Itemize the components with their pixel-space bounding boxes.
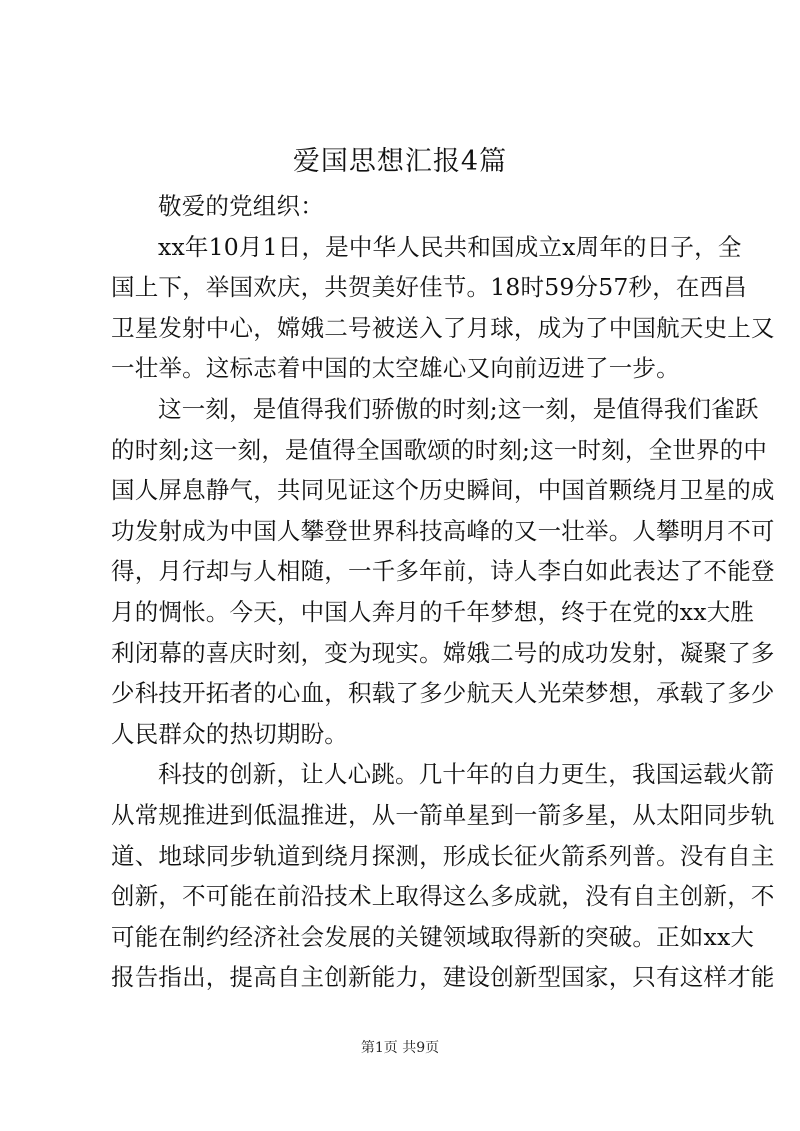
page-footer: 第1页 共9页 (360, 1040, 440, 1056)
paragraph-line: 功发射成为中国人攀登世界科技高峰的又一壮举。人攀明月不可 (111, 516, 775, 545)
paragraph-line: 利闭幕的喜庆时刻，变为现实。嫦娥二号的成功发射，凝聚了多 (111, 638, 775, 667)
paragraph-line: 这一刻，是值得我们骄傲的时刻;这一刻，是值得我们雀跃 (158, 394, 759, 423)
paragraph-line: 卫星发射中心，嫦娥二号被送入了月球，成为了中国航天史上又 (111, 313, 775, 342)
paragraph-line: 可能在制约经济社会发展的关键领域取得新的突破。正如xx大 (111, 922, 755, 951)
paragraph-line: 从常规推进到低温推进，从一箭单星到一箭多星，从太阳同步轨 (111, 800, 775, 829)
paragraph-line: 创新，不可能在前沿技术上取得这么多成就，没有自主创新，不 (111, 882, 775, 911)
salutation (111, 186, 696, 227)
paragraph-line: 国人屏息静气，共同见证这个历史瞬间，中国首颗绕月卫星的成 (111, 476, 775, 505)
paragraph-line: 人民群众的热切期盼。 (111, 719, 348, 748)
paragraph-line: xx年10月1日，是中华人民共和国成立x周年的日子，全 (158, 232, 742, 261)
paragraph-line: 少科技开拓者的心血，积载了多少航天人光荣梦想，承载了多少 (111, 679, 775, 708)
document-title: 爱国思想汇报4篇 (292, 146, 508, 177)
document-body (111, 186, 775, 998)
paragraph-1 (111, 227, 775, 389)
paragraph-line: 的时刻;这一刻，是值得全国歌颂的时刻;这一时刻，全世界的中 (111, 435, 768, 464)
paragraph-2 (111, 389, 775, 754)
paragraph-line: 得，月行却与人相随，一千多年前，诗人李白如此表达了不能登 (111, 557, 775, 586)
paragraph-line: 一壮举。这标志着中国的太空雄心又向前迈进了一步。 (111, 354, 680, 383)
paragraph-line: 科技的创新，让人心跳。几十年的自力更生，我国运载火箭 (158, 760, 775, 789)
paragraph-line: 国上下，举国欢庆，共贺美好佳节。18时59分57秒，在西昌 (111, 273, 748, 302)
paragraph-line: 道、地球同步轨道到绕月探测，形成长征火箭系列普。没有自主 (111, 841, 775, 870)
salutation-line: 敬爱的党组织： (158, 192, 324, 220)
paragraph-3 (111, 754, 775, 998)
paragraph-line: 月的惆怅。今天，中国人奔月的千年梦想，终于在党的xx大胜 (111, 597, 755, 626)
paragraph-line: 报告指出，提高自主创新能力，建设创新型国家，只有这样才能 (111, 963, 775, 992)
